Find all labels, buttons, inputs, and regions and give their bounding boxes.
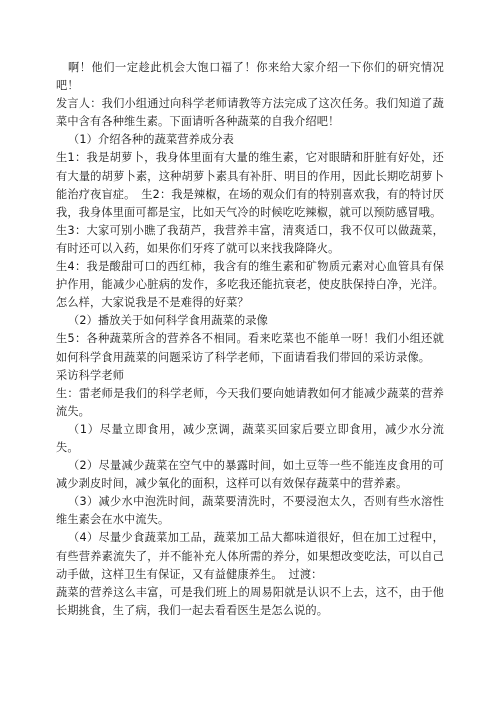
paragraph: 生5：各种蔬菜所含的营养各不相同。看来吃菜也不能单一呀！我们小组还就如何科学食用蔬菜的问题采访了科学老师，下面请看我们带回的采访录像。 xyxy=(56,332,444,364)
subheading: 采访科学老师 xyxy=(56,368,125,382)
paragraph: 生1：我是胡萝卜，我身体里面有大量的维生素，它对眼睛和肝脏有好处，还有大量的胡萝卜素，这种胡萝卜素具有补肝、明目的作用，因此长期吃胡萝卜能治疗夜盲症。 生2：我是辣椒，在场的观众们有的特别喜欢我，有的特讨厌我，我身体里面可都是宝，比如天气冷的时候吃吃辣椒，就可以预防感冒哦。 xyxy=(56,151,444,219)
section-heading: （2）播放关于如何科学食用蔬菜的录像 xyxy=(68,314,269,328)
section-heading: （1）介绍各种的蔬菜营养成分表 xyxy=(68,133,234,147)
paragraph: 生4：我是酸甜可口的西红柿，我含有的维生素和矿物质元素对心血管具有保护作用，能减少心脏病的发作，多吃我还能抗衰老，使皮肤保持白净，光洋。怎么样，大家说我是不是难得的好菜？ xyxy=(56,260,444,310)
list-item: （4）尽量少食蔬菜加工品，蔬菜加工品大都味道很好，但在加工过程中，有些营养素流失了，并不能补充人体所需的养分，如果想改变吃法，可以自己动手做，这样卫生有保证，又有益健康养生。 过渡： xyxy=(56,531,444,581)
paragraph: 啊！他们一定趁此机会大饱口福了！你来给大家介绍一下你们的研究情况吧！ xyxy=(56,61,444,93)
list-item: （2）尽量减少蔬菜在空气中的暴露时间，如土豆等一些不能连皮食用的可减少剥皮时间，减少氧化的面积，这样可以有效保存蔬菜中的营养素。 xyxy=(56,459,444,491)
paragraph: 生3：大家可别小瞧了我葫芦，我营养丰富，清爽适口，我不仅可以做蔬菜，有时还可以入药，如果你们牙疼了就可以来找我降降火。 xyxy=(56,223,444,255)
paragraph: 生：雷老师是我们的科学老师，今天我们要向她请教如何才能减少蔬菜的营养流失。 xyxy=(56,386,444,418)
list-item: （1）尽量立即食用，减少烹调，蔬菜买回家后要立即食用，减少水分流失。 xyxy=(56,422,444,454)
paragraph: 蔬菜的营养这么丰富，可是我们班上的周易阳就是认识不上去，这不，由于他长期挑食，生了病，我们一起去看看医生是怎么说的。 xyxy=(56,585,444,617)
document-body xyxy=(56,59,444,620)
list-item: （3）减少水中泡洗时间，蔬菜要清洗时，不要浸泡太久，否则有些水溶性维生素会在水中流失。 xyxy=(56,495,444,527)
paragraph: 发言人：我们小组通过向科学老师请教等方法完成了这次任务。我们知道了蔬菜中含有各种维生素。下面请听各种蔬菜的自我介绍吧！ xyxy=(56,97,444,129)
